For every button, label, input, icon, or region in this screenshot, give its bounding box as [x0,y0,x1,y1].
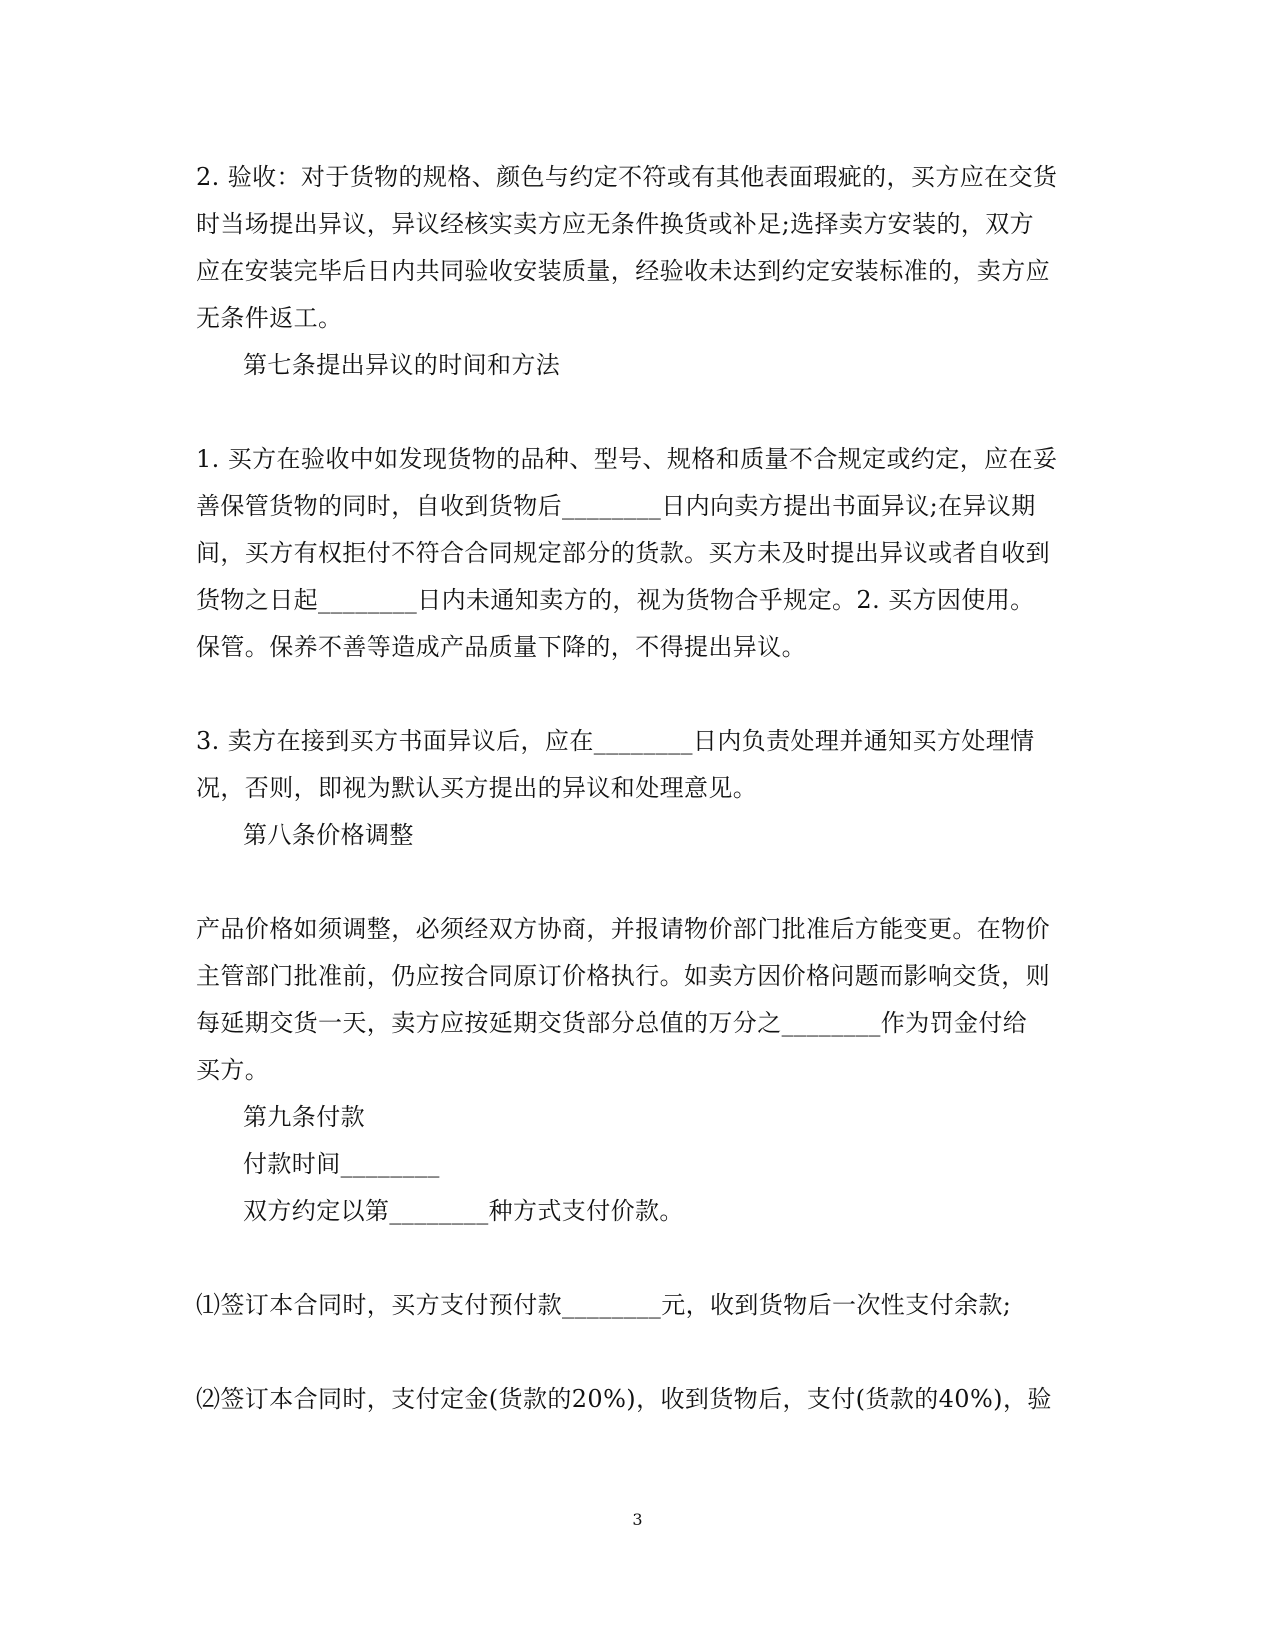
paragraph-line: 付款时间________ [243,1150,440,1178]
section-heading: 第七条提出异议的时间和方法 [243,351,561,379]
paragraph-line: 双方约定以第________种方式支付价款。 [243,1197,684,1225]
paragraph-line: 时当场提出异议，异议经核实卖方应无条件换货或补足;选择卖方安装的，双方 [196,210,1035,238]
paragraph-line: 间，买方有权拒付不符合合同规定部分的货款。买方未及时提出异议或者自收到 [196,539,1050,567]
paragraph-line: 善保管货物的同时，自收到货物后________日内向卖方提出书面异议;在异议期 [196,492,1036,520]
section-heading: 第八条价格调整 [243,821,414,849]
paragraph-line: 货物之日起________日内未通知卖方的，视为货物合乎规定。2. 买方因使用。 [196,586,1035,614]
paragraph-line: 3. 卖方在接到买方书面异议后，应在________日内负责处理并通知买方处理情 [196,727,1035,755]
page-number: 3 [632,1510,643,1529]
paragraph-line: ⑵签订本合同时，支付定金(货款的20%)，收到货物后，支付(货款的40%)，验 [196,1385,1052,1413]
paragraph-line: 况，否则，即视为默认买方提出的异议和处理意见。 [196,774,758,802]
paragraph-line: 主管部门批准前，仍应按合同原订价格执行。如卖方因价格问题而影响交货，则 [196,962,1050,990]
paragraph-line: 每延期交货一天，卖方应按延期交货部分总值的万分之________作为罚金付给 [196,1009,1028,1037]
section-heading: 第九条付款 [243,1103,365,1131]
paragraph-line: 产品价格如须调整，必须经双方协商，并报请物价部门批准后方能变更。在物价 [196,915,1050,943]
paragraph-line: ⑴签订本合同时，买方支付预付款________元，收到货物后一次性支付余款; [196,1291,1012,1319]
paragraph-line: 买方。 [196,1056,270,1084]
paragraph-line: 应在安装完毕后日内共同验收安装质量，经验收未达到约定安装标准的，卖方应 [196,257,1050,285]
paragraph-line: 1. 买方在验收中如发现货物的品种、型号、规格和质量不合规定或约定，应在妥 [196,445,1058,473]
paragraph-line: 保管。保养不善等造成产品质量下降的，不得提出异议。 [196,633,806,661]
paragraph-line: 2. 验收：对于货物的规格、颜色与约定不符或有其他表面瑕疵的，买方应在交货 [196,163,1058,191]
paragraph-line: 无条件返工。 [196,304,343,332]
